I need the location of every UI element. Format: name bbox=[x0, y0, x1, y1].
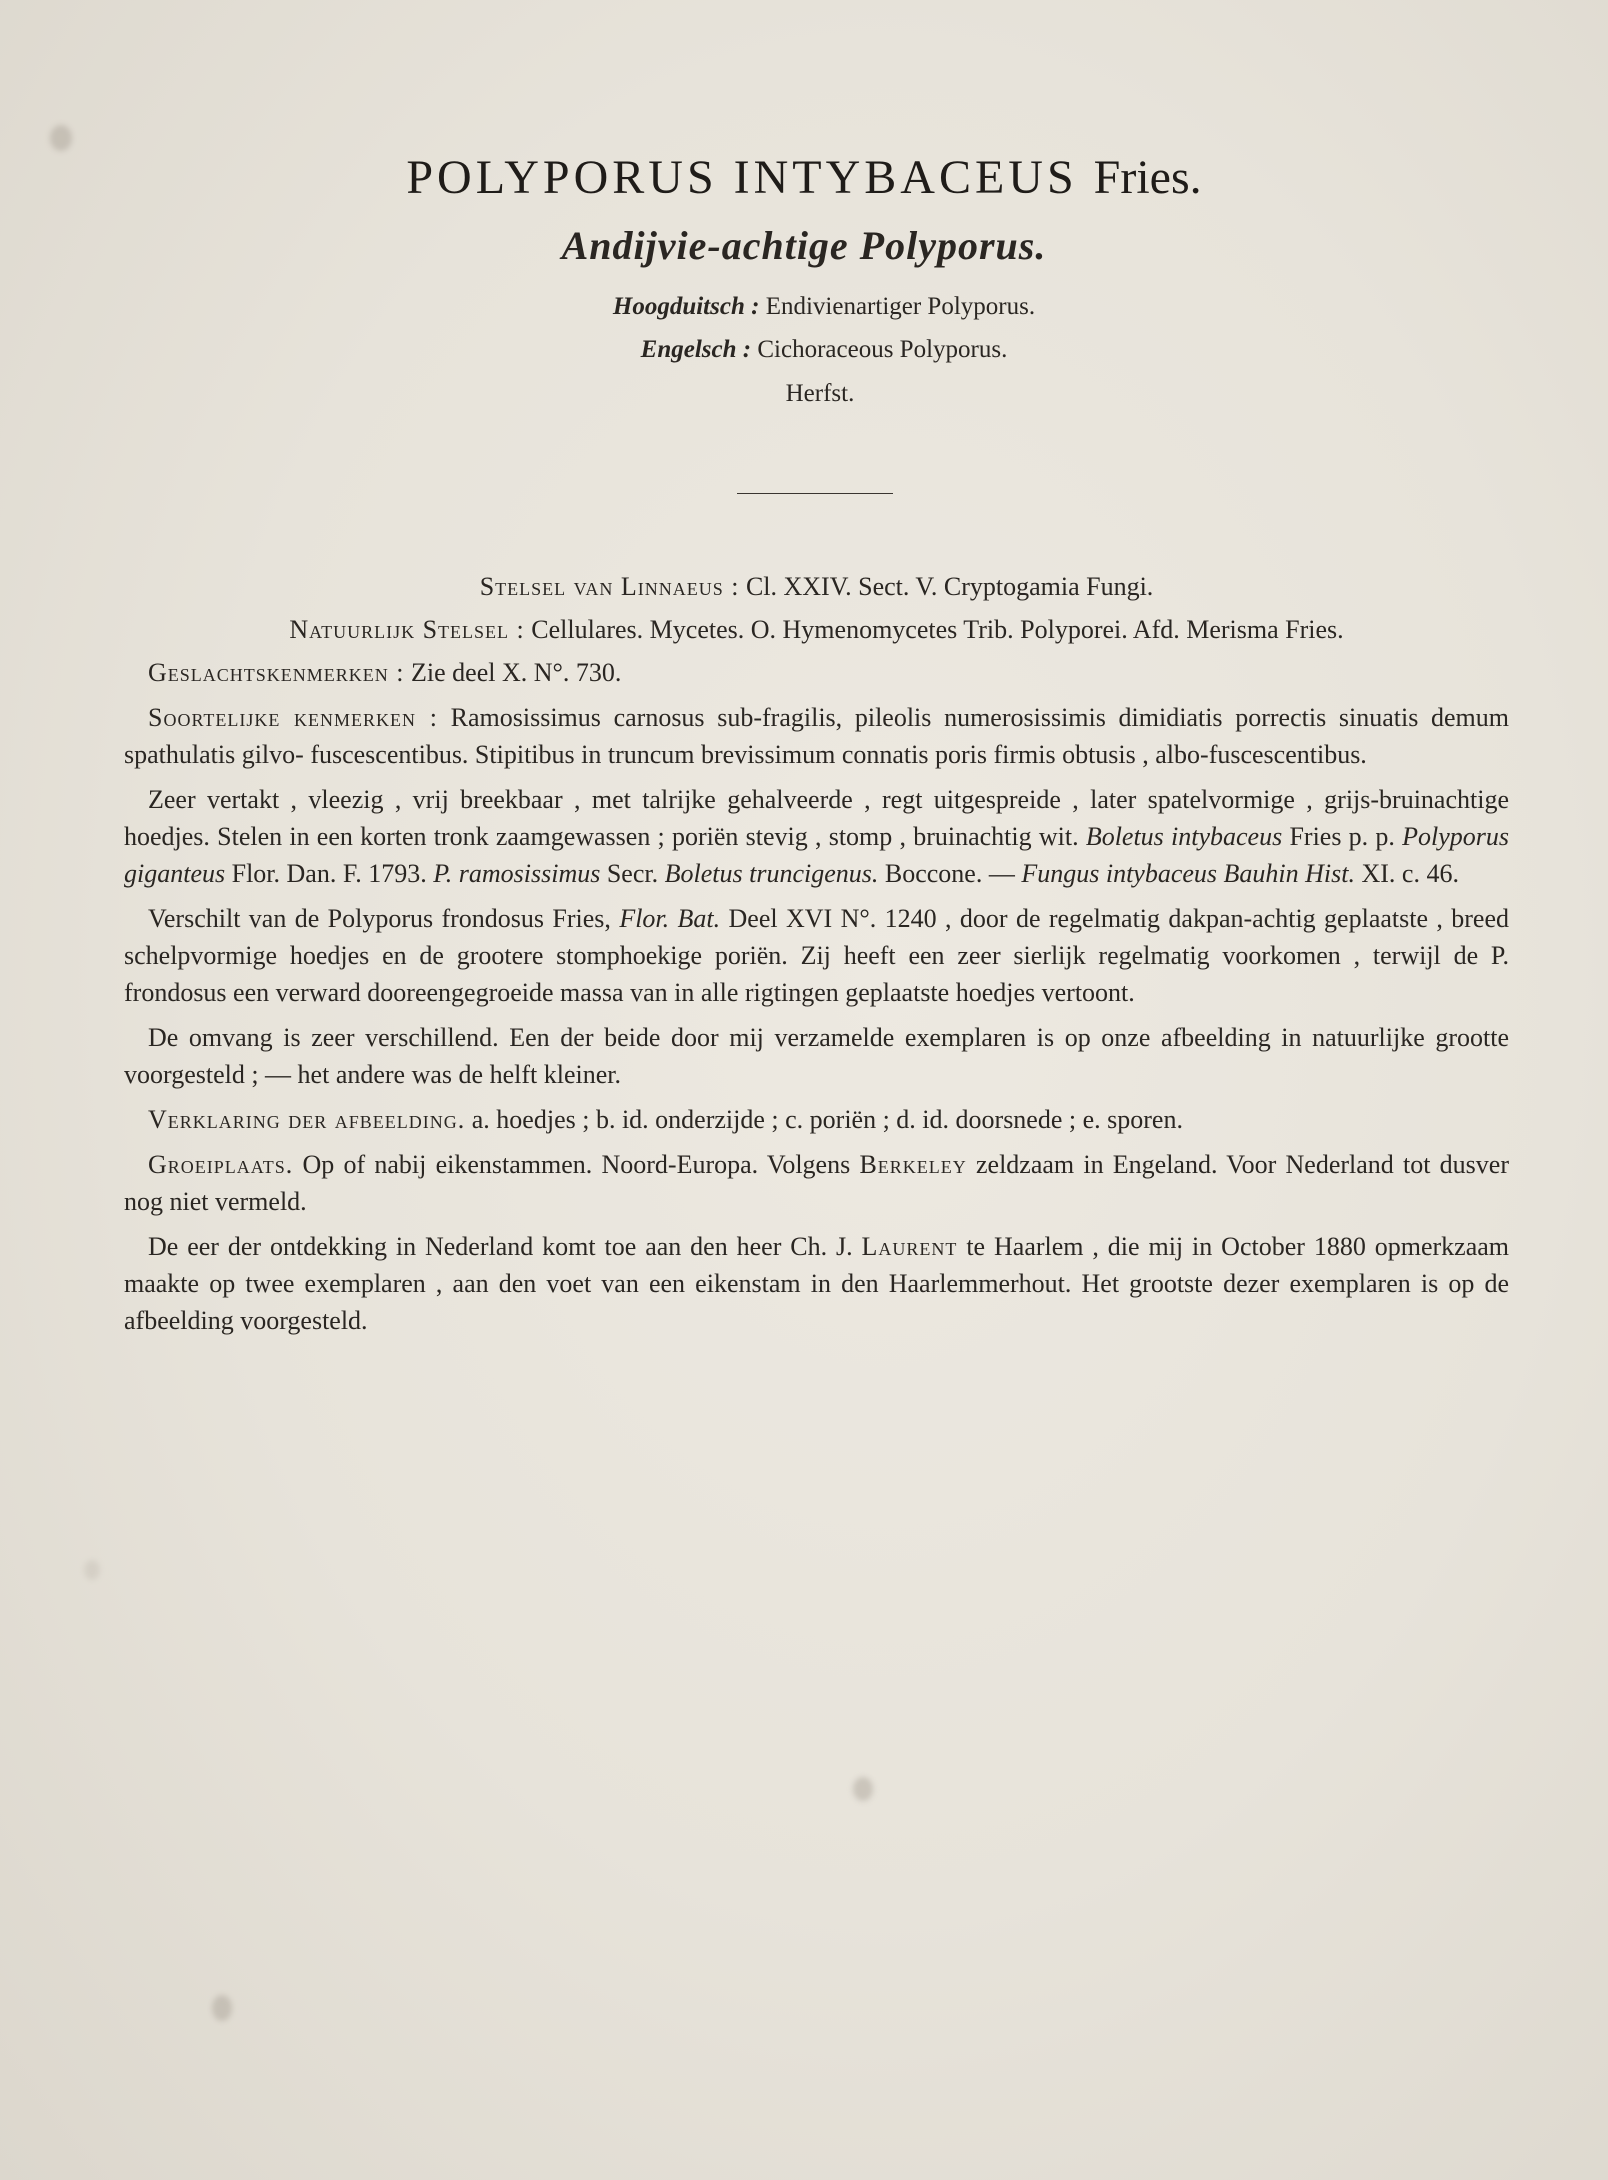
species-label: Soortelijke kenmerken : bbox=[148, 703, 438, 732]
size-paragraph: De omvang is zeer verschillend. Een der beide door mij verzamelde exemplaren is op onze afbeelding in natuurlijke grootte voorgesteld ; — het andere was de helft kleiner. bbox=[124, 1023, 1509, 1089]
page-title bbox=[0, 150, 1608, 205]
figure-explanation bbox=[124, 1101, 1509, 1138]
habitat-text-1: Op of nabij eikenstammen. Noord-Europa. Volgens bbox=[302, 1150, 851, 1179]
natural-system bbox=[124, 611, 1509, 648]
habitat-author: Berkeley bbox=[859, 1150, 967, 1179]
genus-characters bbox=[124, 654, 1509, 691]
species-latin: Ramosissimus carnosus sub-fragilis, pileolis numerosissimis dimidiatis porrectis sinuatis demum spathulatis gilvo- fuscescentibus. Stipitibus in truncum brevissimum connatis poris firmis obtusis , albo-fuscescentibus. bbox=[124, 703, 1510, 769]
linnaeus-system bbox=[124, 568, 1509, 605]
paper-stain bbox=[212, 1995, 232, 2021]
page-subtitle: Andijvie-achtige Polyporus. bbox=[561, 223, 1047, 268]
explanation-label: Verklaring der afbeelding. bbox=[148, 1105, 466, 1134]
genus-label: Geslachtskenmerken : bbox=[148, 658, 405, 687]
synonym-4: Flor. Dan. F. 1793. bbox=[231, 859, 427, 888]
title-main: POLYPORUS INTYBACEUS bbox=[406, 151, 1078, 204]
synonym-8: Boccone. — bbox=[884, 859, 1015, 888]
species-dutch: Zeer vertakt , vleezig , vrij breekbaar , met talrijke gehalveerde , regt uitgespreide , later spatelvormige , grijs-bruinachtige hoedjes. Stelen in een korten tronk zaamgewassen ; poriën stevig , stomp , bruinachtig wit. bbox=[124, 785, 1509, 851]
synonym-10: XI. c. 46. bbox=[1361, 859, 1459, 888]
paper-stain bbox=[853, 1777, 873, 1801]
difference-reference: Flor. Bat. bbox=[619, 904, 721, 933]
synonym-1: Boletus intybaceus bbox=[1085, 822, 1283, 851]
synonym-7: Boletus truncigenus. bbox=[664, 859, 879, 888]
genus-value: Zie deel X. N°. 730. bbox=[411, 658, 622, 687]
discovery-text-2: te Haarlem , die mij in October 1880 opmerkzaam maakte op twee exemplaren , aan den voet van een eikenstam in den Haarlemmerhout. Het grootste dezer exemplaren is op de afbeelding voorgesteld. bbox=[124, 1232, 1509, 1335]
german-label: Hoogduitsch : bbox=[612, 293, 760, 320]
description-body bbox=[124, 568, 1509, 1347]
explanation-text: a. hoedjes ; b. id. onderzijde ; c. poriën ; d. id. doorsnede ; e. sporen. bbox=[471, 1105, 1183, 1134]
paper-stain bbox=[50, 125, 72, 151]
species-characters bbox=[124, 699, 1509, 773]
discovery-paragraph bbox=[124, 1228, 1509, 1339]
difference-paragraph bbox=[124, 900, 1509, 1011]
title-author: Fries. bbox=[1093, 151, 1202, 204]
difference-text-1: Verschilt van de Polyporus frondosus Fries, bbox=[148, 904, 611, 933]
german-name: Endivienartiger Polyporus. bbox=[765, 293, 1036, 320]
habitat-label: Groeiplaats. bbox=[148, 1150, 294, 1179]
paper-stain bbox=[84, 1560, 100, 1580]
synonym-5: P. ramosissimus bbox=[433, 859, 601, 888]
habitat-text-2: zeldzaam in Engeland. Voor Nederland tot dusver nog niet vermeld. bbox=[124, 1150, 1510, 1216]
english-name: Cichoraceous Polyporus. bbox=[757, 336, 1008, 363]
divider-rule bbox=[737, 493, 893, 494]
difference-text-2: Deel XVI N°. 1240 , door de regelmatig dakpan-achtig geplaatste , breed schelpvormige hoedjes en de grootere stomphoekige poriën. Zij heeft een zeer sierlijk regelmatig voorkomen , terwijl de P. frondosus een verward dooreengegroeide massa van in alle rigtingen geplaatste hoedjes vertoont. bbox=[124, 904, 1510, 1007]
natural-value: Cellulares. Mycetes. O. Hymenomycetes Trib. Polyporei. Afd. Merisma Fries. bbox=[531, 615, 1344, 644]
season: Herfst. bbox=[785, 380, 855, 407]
habitat-paragraph bbox=[124, 1146, 1509, 1220]
species-dutch-description bbox=[124, 781, 1509, 892]
english-label: Engelsch : bbox=[640, 336, 752, 363]
linnaeus-value: Cl. XXIV. Sect. V. Cryptogamia Fungi. bbox=[745, 572, 1154, 601]
linnaeus-label: Stelsel van Linnaeus : bbox=[479, 572, 740, 601]
discovery-name: Laurent bbox=[861, 1232, 958, 1261]
synonym-3: Polyporus giganteus bbox=[124, 822, 1510, 888]
english-name-line bbox=[20, 336, 1608, 364]
synonym-9: Fungus intybaceus Bauhin Hist. bbox=[1021, 859, 1355, 888]
synonym-6: Secr. bbox=[606, 859, 659, 888]
german-name-line bbox=[20, 293, 1608, 321]
natural-label: Natuurlijk Stelsel : bbox=[289, 615, 525, 644]
discovery-text-1: De eer der ontdekking in Nederland komt toe aan den heer Ch. J. bbox=[148, 1232, 853, 1261]
synonym-2: Fries p. p. bbox=[1289, 822, 1395, 851]
